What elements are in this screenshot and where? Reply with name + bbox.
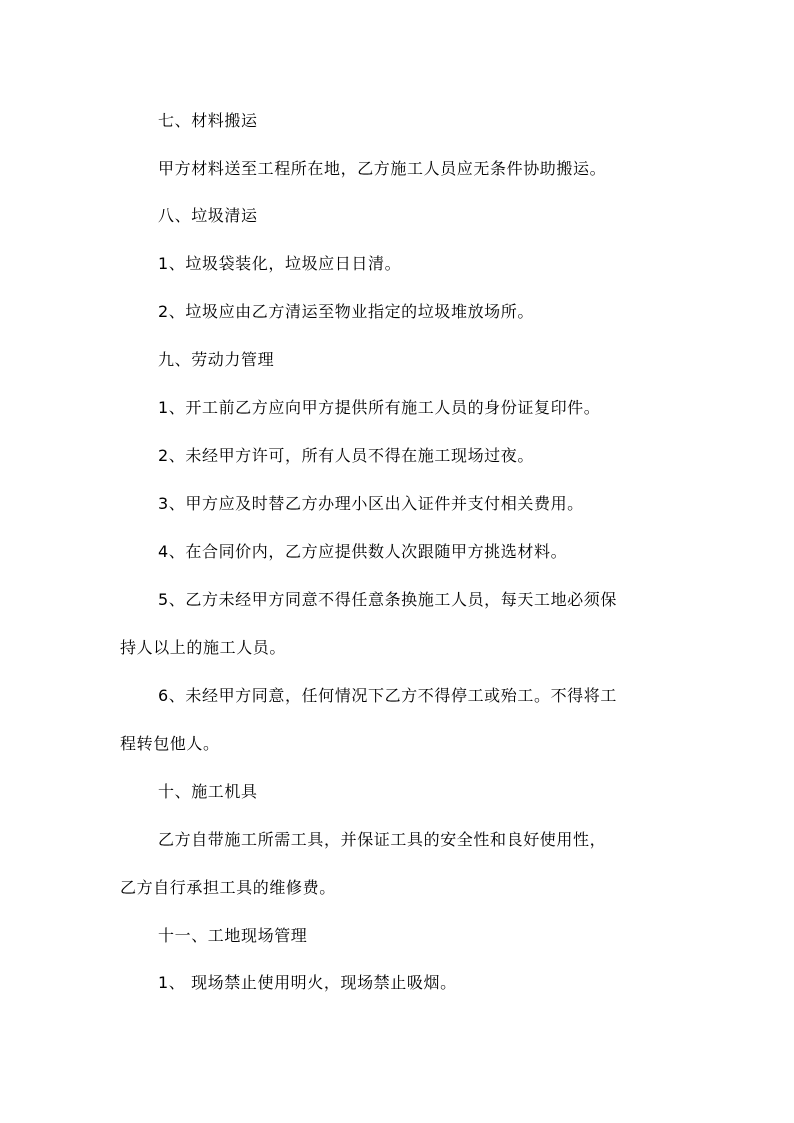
heading-garbage-removal: 八、垃圾清运: [158, 206, 258, 225]
list-item-garbage-1: 1、垃圾袋装化，垃圾应日日清。: [158, 254, 402, 273]
list-item-labor-5-continued: 持人以上的施工人员。: [120, 638, 287, 657]
list-item-labor-6-continued: 程转包他人。: [120, 734, 220, 753]
heading-labor-management: 九、劳动力管理: [158, 350, 275, 369]
heading-construction-tools: 十、施工机具: [158, 782, 258, 801]
list-item-garbage-2: 2、垃圾应由乙方清运至物业指定的垃圾堆放场所。: [158, 302, 534, 321]
list-item-labor-3: 3、甲方应及时替乙方办理小区出入证件并支付相关费用。: [158, 494, 584, 513]
paragraph-construction-tools: 乙方自带施工所需工具，并保证工具的安全性和良好使用性，: [158, 830, 607, 849]
list-item-labor-5: 5、乙方未经甲方同意不得任意条换施工人员，每天工地必须保: [158, 590, 617, 609]
paragraph-construction-tools-continued: 乙方自行承担工具的维修费。: [120, 878, 336, 897]
list-item-labor-1: 1、开工前乙方应向甲方提供所有施工人员的身份证复印件。: [158, 398, 601, 417]
heading-materials-handling: 七、材料搬运: [158, 111, 258, 130]
list-item-labor-6: 6、未经甲方同意，任何情况下乙方不得停工或殆工。不得将工: [158, 686, 617, 705]
list-item-site-1: 1、 现场禁止使用明火，现场禁止吸烟。: [158, 973, 457, 992]
heading-site-management: 十一、工地现场管理: [158, 926, 308, 945]
list-item-labor-4: 4、在合同价内，乙方应提供数人次跟随甲方挑选材料。: [158, 542, 568, 561]
list-item-labor-2: 2、未经甲方许可，所有人员不得在施工现场过夜。: [158, 446, 534, 465]
paragraph-materials-handling: 甲方材料送至工程所在地，乙方施工人员应无条件协助搬运。: [158, 159, 607, 178]
